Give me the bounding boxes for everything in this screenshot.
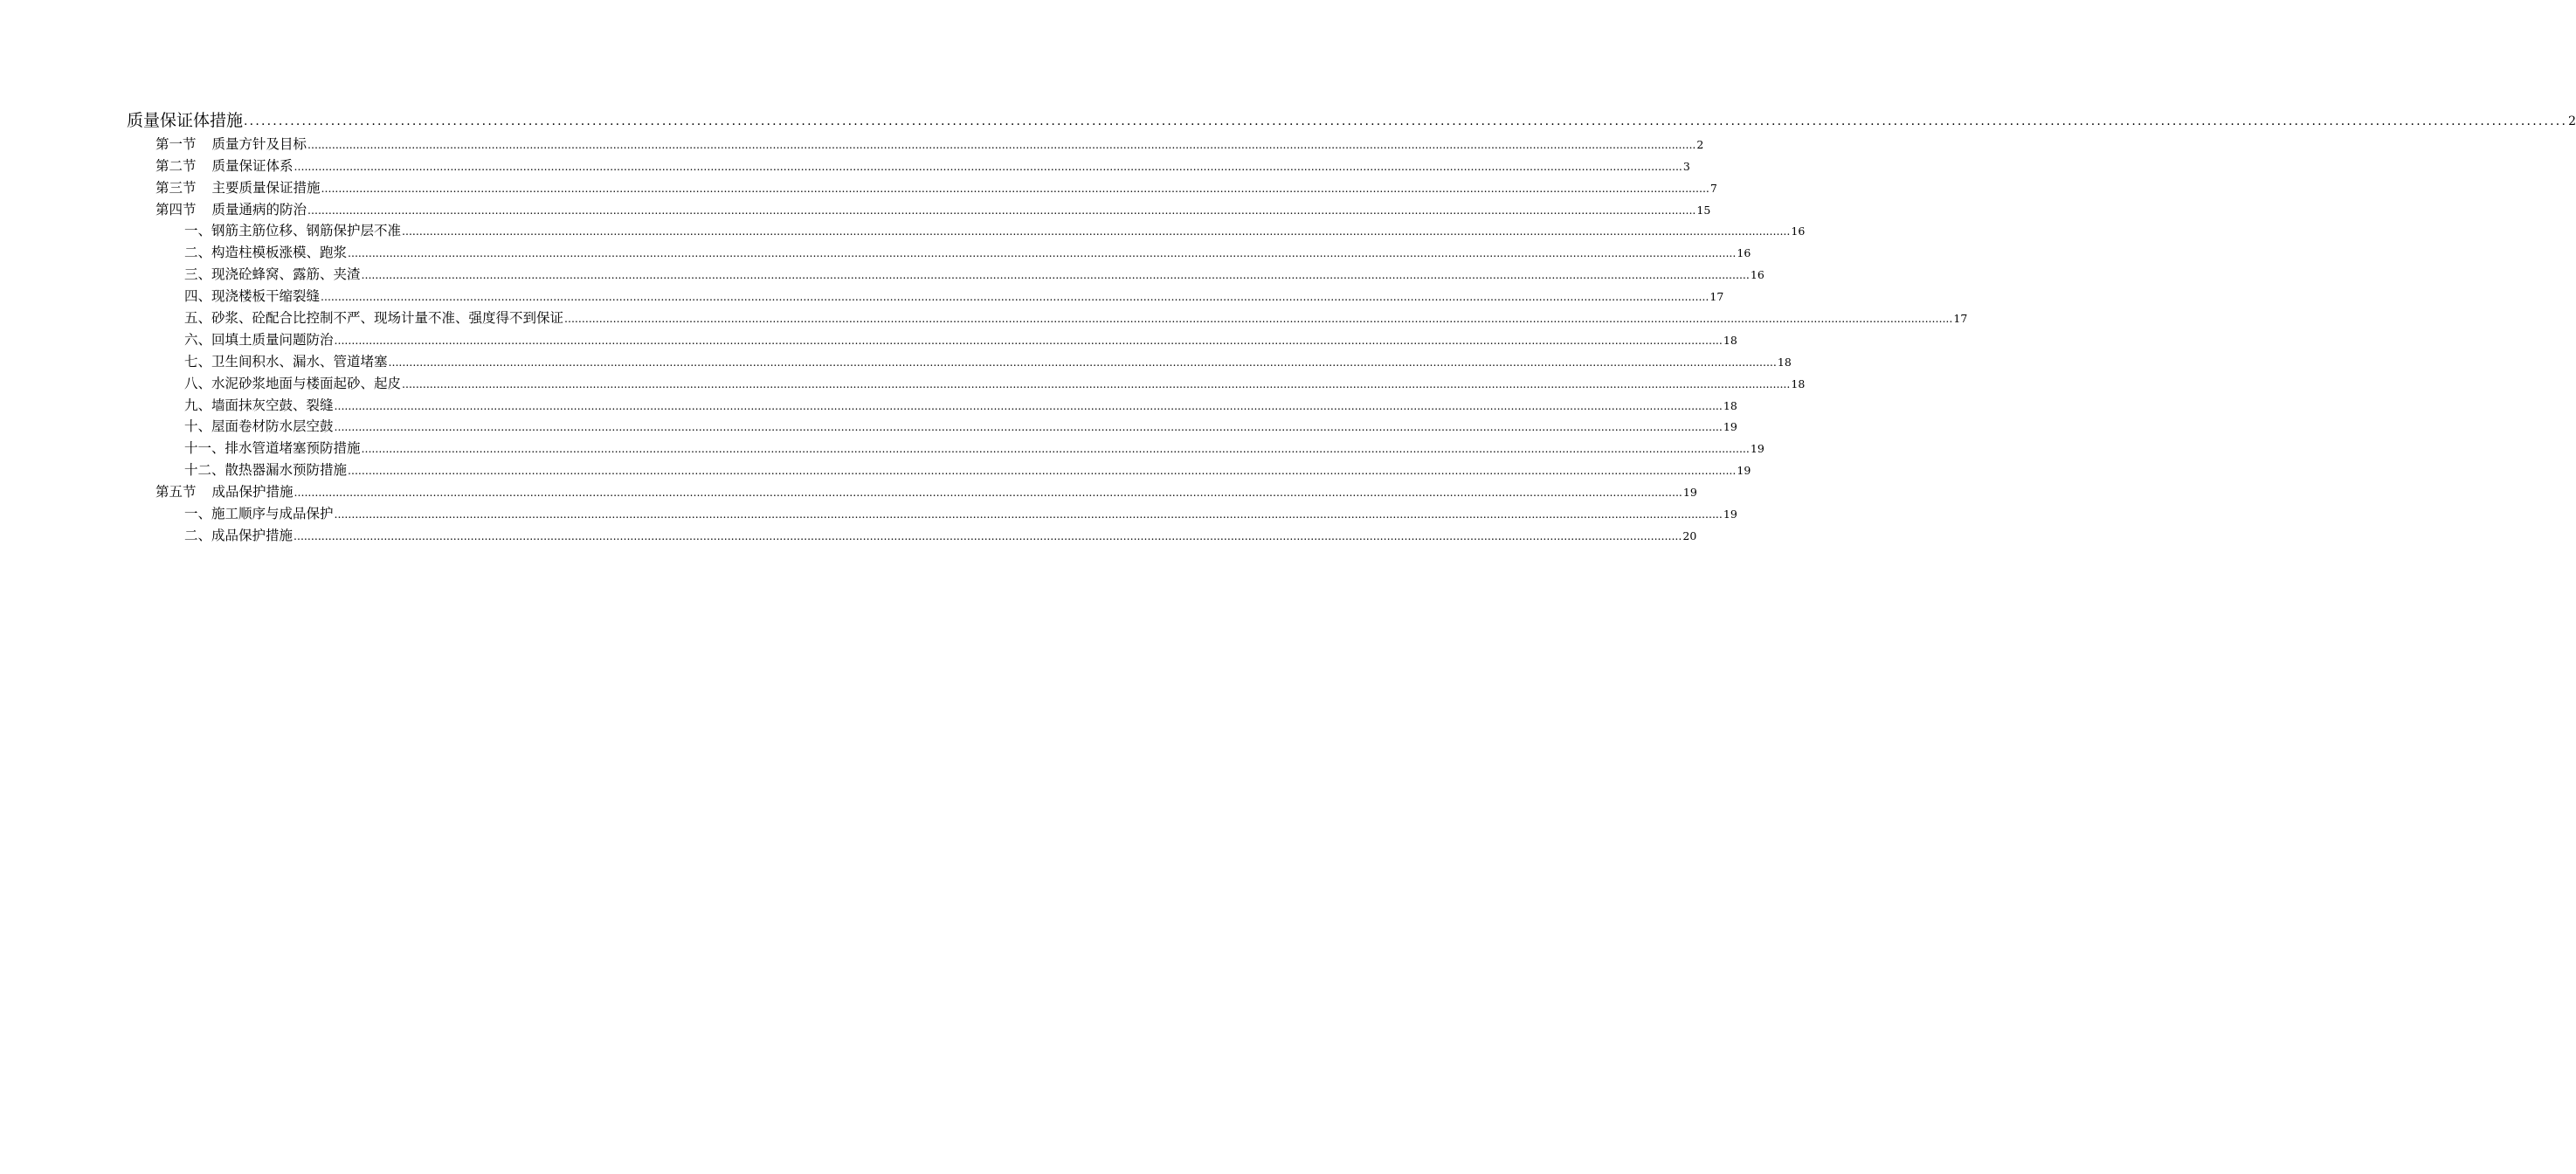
toc-entry-label [184,351,388,370]
toc-entry[interactable] [155,175,1717,197]
toc-entry[interactable] [184,239,1751,261]
toc-entry[interactable] [184,522,1697,544]
toc-dot-leader: ................................................................................................................................................................................................................................................................................................................................................................................................................ [402,376,1791,390]
toc-entry[interactable] [184,305,1968,327]
toc-dot-leader: ................................................................................................................................................................................................................................................................................................................................................................................................................ [307,203,1696,217]
toc-dot-leader: ................................................................................................................................................................................................................................................................................................................................................................................................................ [294,486,1682,500]
toc-entry-label [184,264,361,283]
toc-entry-label [155,199,307,218]
toc-entry-title: 质量通病的防治 [211,201,307,218]
toc-page-number: 18 [1723,333,1737,347]
toc-entry-title: 三、现浇砼蜂窝、露筋、夹渣 [184,266,361,283]
toc-page-number: 19 [1750,442,1765,456]
toc-entry[interactable] [184,501,1737,522]
toc-dot-leader: ................................................................................................................................................................................................................................................................................................................................................................................................................ [334,508,1723,521]
toc-entry-label [184,329,334,349]
toc-entry-label [184,286,320,305]
toc-page-number: 2 [2568,114,2576,128]
toc-entry-title: 质量保证体系 [211,157,294,174]
toc-section-number: 第三节 [155,179,197,196]
toc-entry[interactable] [184,218,1806,240]
toc-entry-title: 一、钢筋主筋位移、钢筋保护层不准 [184,223,402,239]
toc-dot-leader: ................................................................................................................................................................................................................................................................................................................................................................................................................ [321,290,1709,304]
toc-entry-title: 一、施工顺序与成品保护 [184,506,334,522]
toc-entry[interactable] [184,327,1737,349]
toc-dot-leader: ................................................................................................................................................................................................................................................................................................................................................................................................................ [361,268,1750,282]
toc-entry-title: 十一、排水管道堵塞预防措施 [184,440,361,457]
toc-page-number: 16 [1737,246,1751,260]
toc-entry-label [155,177,321,197]
toc-dot-leader: ................................................................................................................................................................................................................................................................................................................................................................................................................ [307,137,1696,151]
toc-section-number: 第一节 [155,135,197,152]
toc-entry-label [184,438,361,457]
toc-page-number: 20 [1682,528,1697,542]
toc-dot-leader: ................................................................................................................................................................................................................................................................................................................................................................................................................ [348,246,1737,260]
toc-dot-leader: ................................................................................................................................................................................................................................................................................................................................................................................................................ [334,333,1723,347]
toc-entry-label [127,107,243,131]
toc-section-number: 第四节 [155,201,197,218]
toc-page-number: 18 [1723,398,1737,412]
toc-dot-leader: ................................................................................................................................................................................................................................................................................................................................................................................................................ [564,312,1953,326]
toc-dot-leader: ................................................................................................................................................................................................................................................................................................................................................................................................................ [334,398,1723,412]
toc-entry[interactable] [155,131,1704,153]
toc-entry[interactable] [155,153,1690,175]
toc-entry-label [184,525,293,544]
toc-entry[interactable] [155,197,1711,218]
toc-entry-label [184,220,401,239]
toc-entry-title: 成品保护措施 [211,484,294,501]
toc-entry-label [184,416,334,435]
toc-entry[interactable] [184,392,1737,414]
toc-dot-leader: ................................................................................................................................................................................................................................................................................................................................................................................................................ [348,464,1737,478]
toc-page-number: 18 [1777,355,1792,369]
toc-section-number: 第五节 [155,484,197,501]
toc-entry-label [184,459,347,479]
toc-page-number: 7 [1709,181,1717,195]
toc-page-number: 15 [1696,203,1711,217]
toc-dot-leader: ................................................................................................................................................................................................................................................................................................................................................................................................................ [402,224,1791,238]
toc-dot-leader: ................................................................................................................................................................................................................................................................................................................................................................................................................ [294,159,1682,173]
table-of-contents [0,107,2576,544]
toc-entry-title: 八、水泥砂浆地面与楼面起砂、起皮 [184,375,402,391]
toc-page-number: 18 [1791,376,1806,390]
toc-entry-title: 四、现浇楼板干缩裂缝 [184,288,321,305]
toc-page-number: 3 [1682,159,1690,173]
toc-page-number: 17 [1953,312,1968,326]
toc-entry-label [184,242,347,261]
toc-page-number: 16 [1791,224,1806,238]
toc-entry[interactable] [184,435,1765,457]
toc-entry[interactable] [184,457,1751,479]
toc-entry-label [155,481,294,501]
toc-page-number: 19 [1723,420,1737,434]
toc-entry-title: 五、砂浆、砼配合比控制不严、现场计量不准、强度得不到保证 [184,310,564,327]
toc-entry-label [184,395,334,414]
toc-entry-title: 十、屋面卷材防水层空鼓 [184,418,334,435]
toc-dot-leader: ................................................................................................................................................................................................................................................................................................................................................................................................................ [361,442,1750,456]
toc-page-number: 17 [1709,290,1724,304]
toc-entry-title: 七、卫生间积水、漏水、管道堵塞 [184,353,388,369]
toc-entry-label [184,373,401,392]
toc-entry[interactable] [127,107,2576,131]
toc-entry-title: 九、墙面抹灰空鼓、裂缝 [184,397,334,413]
toc-dot-leader: ................................................................................................................................................................................................................................................................................................................................................................................................................ [334,420,1723,434]
toc-entry[interactable] [155,479,1697,501]
toc-entry-title: 质量保证体措施 [127,111,244,130]
toc-entry-title: 二、构造柱模板涨模、跑浆 [184,245,348,261]
toc-entry-title: 二、成品保护措施 [184,527,294,543]
toc-section-number: 第二节 [155,157,197,174]
toc-entry-title: 主要质量保证措施 [211,179,321,196]
toc-entry[interactable] [184,283,1724,305]
toc-dot-leader: ................................................................................................................................................................................................................................................................................................................................................................................................................ [388,355,1777,369]
toc-entry-title: 六、回填土质量问题防治 [184,331,334,348]
toc-entry[interactable] [184,370,1806,392]
toc-page-number: 19 [1737,464,1751,478]
toc-entry-title: 十二、散热器漏水预防措施 [184,462,348,479]
toc-entry[interactable] [184,349,1792,370]
toc-entry-title: 质量方针及目标 [211,135,307,152]
toc-dot-leader: ................................................................................................................................................................................................................................................................................................................................................................................................................ [294,528,1682,542]
toc-entry[interactable] [184,261,1765,283]
toc-entry[interactable] [184,414,1737,436]
toc-entry-label [184,503,334,522]
toc-page-number: 16 [1750,268,1765,282]
toc-entry-label [155,134,307,153]
toc-dot-leader: ................................................................................................................................................................................................................................................................................................................................................................................................................ [321,181,1709,195]
toc-entry-label [184,307,563,327]
toc-page-number: 19 [1723,508,1737,521]
toc-entry-label [155,155,294,175]
toc-page-number: 2 [1696,137,1704,151]
toc-page-number: 19 [1682,486,1697,500]
toc-dot-leader: ................................................................................................................................................................................................................................................................................................................................................................................................................ [244,114,2568,128]
